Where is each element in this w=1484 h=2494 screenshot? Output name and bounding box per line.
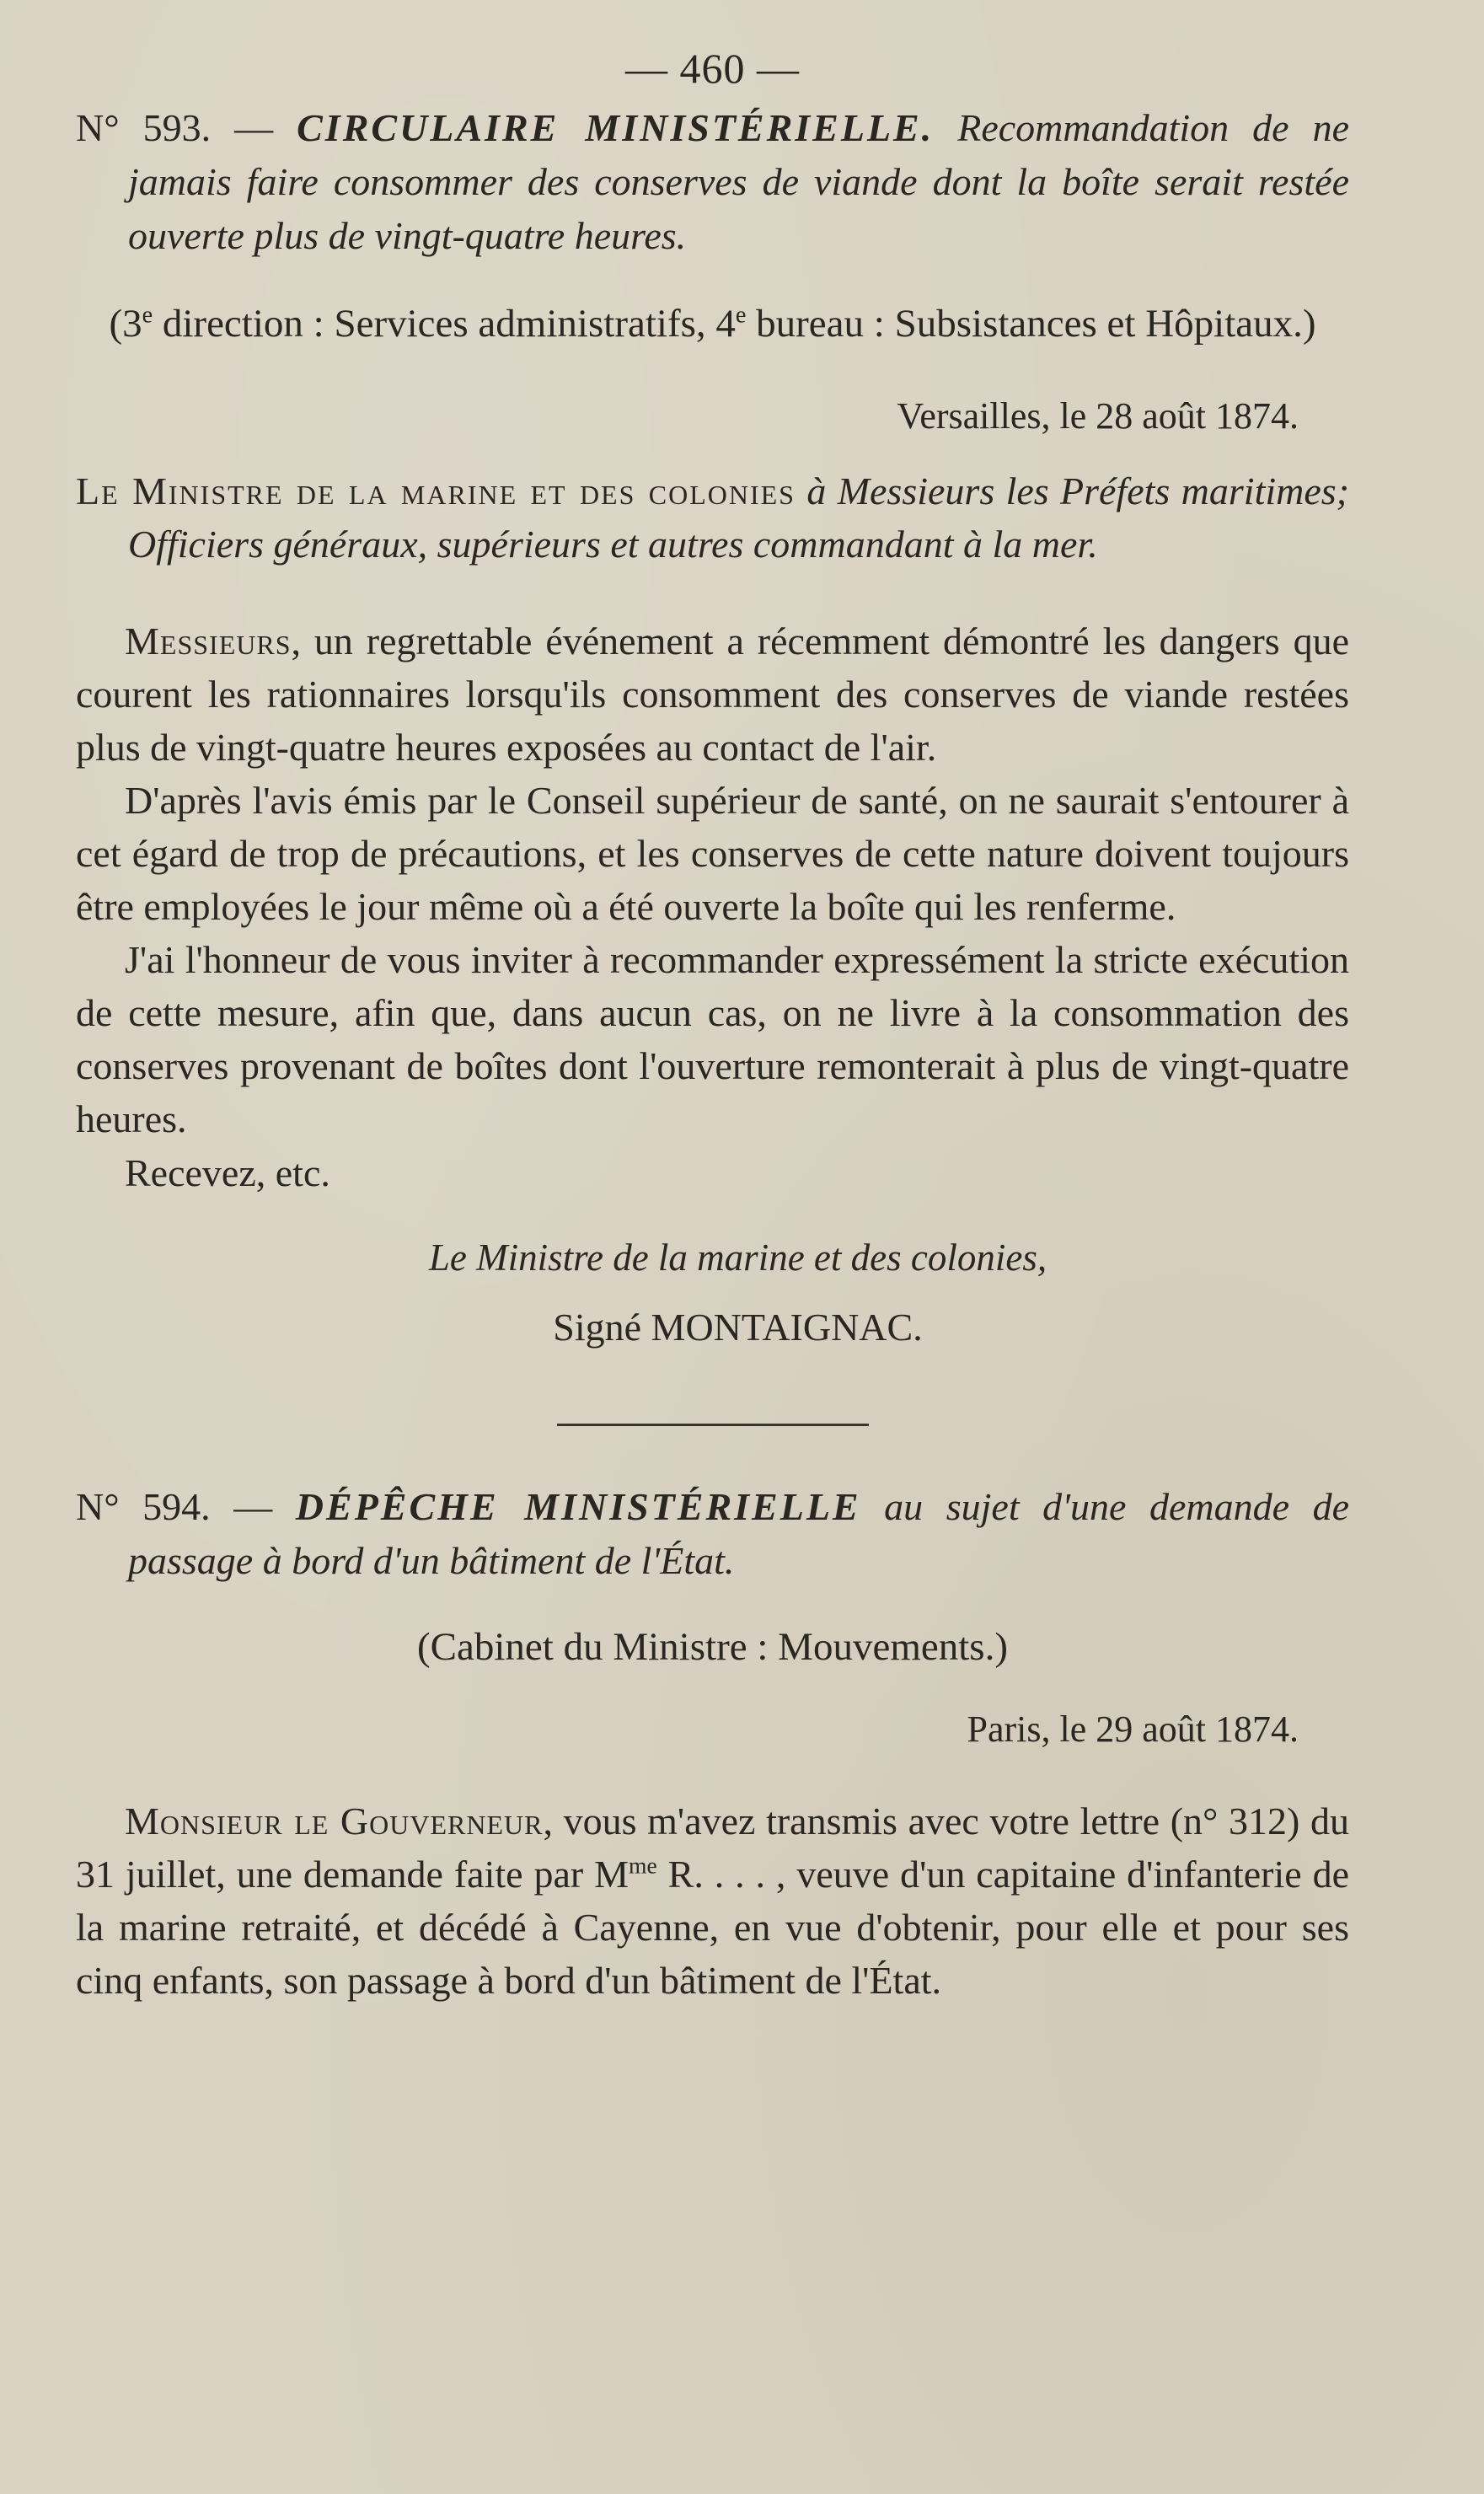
doc-594-subject: au sujet d'une demande de passage à bord d'un bâtiment de l'État.: [128, 1485, 1349, 1582]
doc-594-paragraph-1-text-1: , vous m'avez transmis avec votre lettre (n° 312) du 31 juillet, une demande faite par M: [76, 1799, 1349, 1896]
doc-593-department-text-3: bureau : Subsistances et Hôpitaux.): [746, 302, 1316, 346]
doc-593-address: [76, 464, 1349, 571]
doc-593-department: [76, 297, 1349, 351]
doc-593-signature-title: Le Ministre de la marine et des colonies,: [428, 1236, 1047, 1279]
doc-593-recipients: à Messieurs les Préfets maritimes; Officiers généraux, supérieurs et autres commandant à la mer.: [128, 469, 1349, 566]
doc-594-date: Paris, le 29 août 1874.: [967, 1708, 1299, 1750]
doc-593-paragraph-3: J'ai l'honneur de vous inviter à recommander expressément la stricte exécution de cette mesure, afin que, dans aucun cas, on ne livre à la consommation des conserves provenant de boîtes dont l'ouverture remonterait à plus de vingt-quatre heures.: [76, 938, 1349, 1140]
doc-593-salutation: Messieurs: [125, 619, 292, 662]
doc-593-department-sup-2: e: [735, 302, 747, 329]
doc-593-number: N° 593. —: [76, 106, 274, 149]
doc-593-paragraph-1: [76, 614, 1349, 774]
page-number: — 460 —: [625, 45, 800, 92]
doc-593-department-sup-1: e: [142, 302, 153, 329]
doc-593-type: CIRCULAIRE MINISTÉRIELLE.: [297, 106, 935, 149]
doc-594-salutation: Monsieur le Gouverneur: [125, 1799, 544, 1842]
doc-594-type: DÉPÊCHE MINISTÉRIELLE: [295, 1485, 861, 1528]
doc-594-paragraph-1-sup: me: [629, 1852, 657, 1879]
doc-593-department-text-1: (3: [109, 302, 142, 346]
doc-593-title: [76, 101, 1349, 263]
section-divider: [557, 1424, 869, 1426]
doc-594-paragraph-1: [76, 1794, 1349, 2007]
doc-594-department: (Cabinet du Ministre : Mouvements.): [417, 1625, 1008, 1669]
doc-593-subject: Recommandation de ne jamais faire consommer des conserves de viande dont la boîte serait restée ouverte plus de vingt-quatre heures.: [128, 106, 1349, 257]
doc-593-closing: Recevez, etc.: [125, 1151, 330, 1194]
doc-593-department-text-2: direction : Services administratifs, 4: [153, 302, 736, 346]
doc-593-date: Versailles, le 28 août 1874.: [897, 395, 1299, 437]
doc-593-sender: Le Ministre de la marine et des colonies: [76, 469, 796, 512]
doc-594-title: [76, 1480, 1349, 1588]
doc-593-paragraph-1-text: , un regrettable événement a récemment démontré les dangers que courent les rationnaires lorsqu'ils consomment des conserves de viande restées plus de vingt-quatre heures exposées au contact de l'air.: [76, 619, 1349, 769]
doc-593-signature-name: Signé MONTAIGNAC.: [553, 1306, 923, 1349]
doc-593-paragraph-2: D'après l'avis émis par le Conseil supérieur de santé, on ne saurait s'entourer à cet égard de trop de précautions, et les conserves de cette nature doivent toujours être employées le jour même où a été ouverte la boîte qui les renferme.: [76, 779, 1349, 928]
doc-594-number: N° 594. —: [76, 1485, 273, 1528]
doc-594-paragraph-1-text-2: R. . . . , veuve d'un capitaine d'infanterie de la marine retraité, et décédé à Cayenne, en vue d'obtenir, pour elle et pour ses cinq enfants, son passage à bord d'un bâtiment de l'État.: [76, 1853, 1349, 2002]
